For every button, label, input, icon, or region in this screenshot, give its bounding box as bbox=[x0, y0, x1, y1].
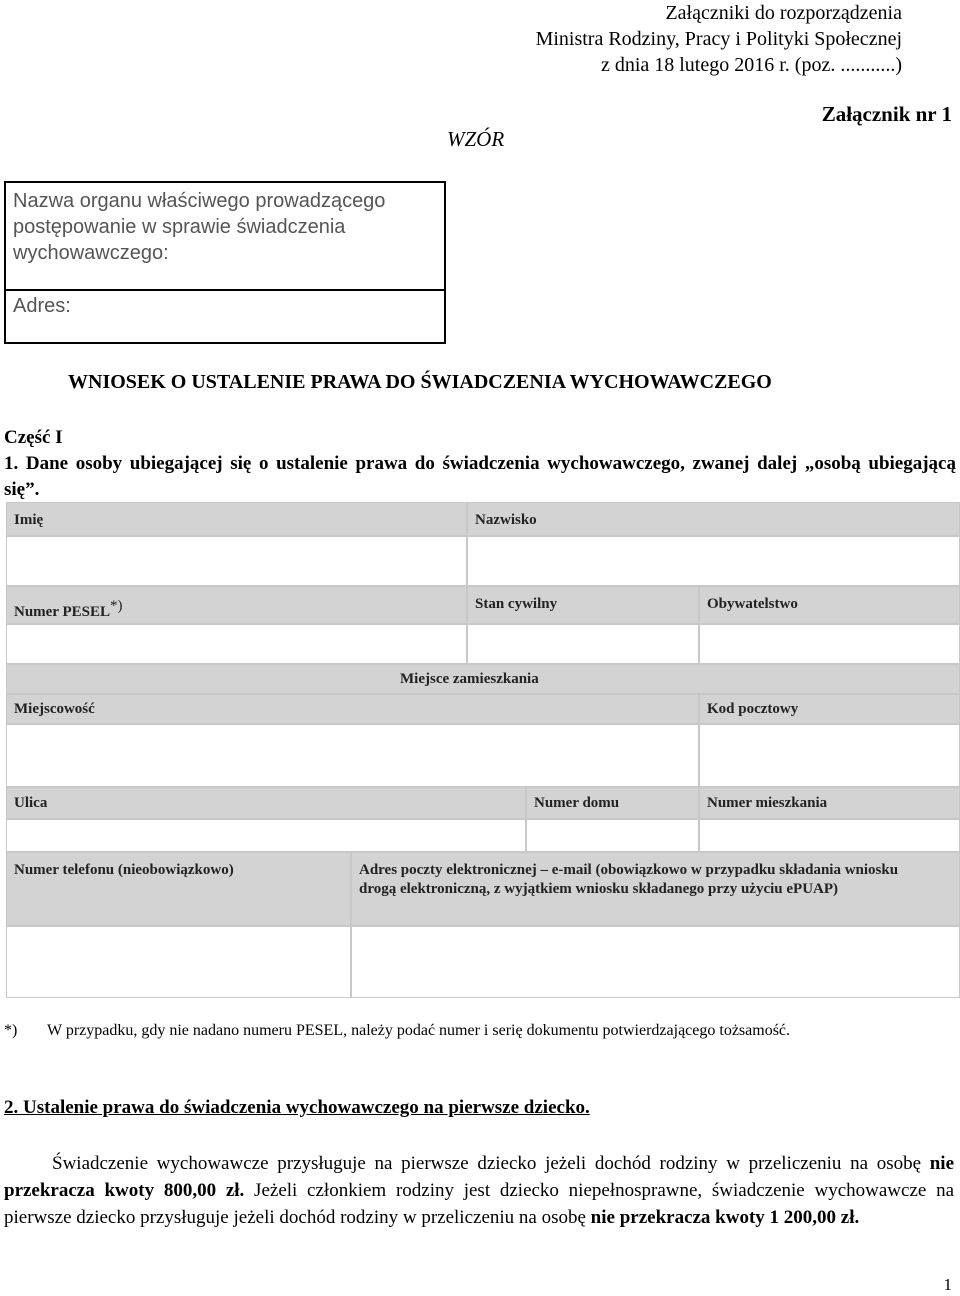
house-number-label: Numer domu bbox=[526, 787, 699, 819]
last-name-input[interactable] bbox=[467, 536, 960, 586]
marital-status-input[interactable] bbox=[467, 624, 699, 664]
residence-header: Miejsce zamieszkania bbox=[6, 664, 960, 694]
applicant-form bbox=[6, 502, 960, 998]
citizenship-label: Obywatelstwo bbox=[699, 586, 960, 624]
street-input[interactable] bbox=[6, 819, 526, 852]
email-input[interactable] bbox=[351, 926, 960, 998]
postal-code-label: Kod pocztowy bbox=[699, 694, 960, 724]
header-line-3: z dnia 18 lutego 2016 r. (poz. ...........) bbox=[600, 54, 902, 76]
section-2-heading: 2. Ustalenie prawa do świadczenia wychowawczego na pierwsze dziecko. bbox=[4, 1097, 590, 1118]
street-label: Ulica bbox=[6, 787, 526, 819]
paragraph-bold-1: nie przekracza kwoty 800,00 zł. bbox=[4, 1153, 954, 1201]
part-heading: Część I bbox=[4, 427, 63, 448]
application-title: WNIOSEK O USTALENIE PRAWA DO ŚWIADCZENIA WYCHOWAWCZEGO bbox=[68, 371, 772, 393]
email-label: Adres poczty elektronicznej – e-mail (obowiązkowo w przypadku składania wniosku drogą elektroniczną, z wyjątkiem wniosku składanego przy użyciu ePUAP) bbox=[351, 852, 960, 926]
footnote-text: W przypadku, gdy nie nadano numeru PESEL, należy podać numer i serię dokumentu potwierdzającego tożsamość. bbox=[47, 1022, 791, 1039]
annex-label: Załącznik nr 1 bbox=[821, 102, 952, 126]
paragraph-text-2: Jeżeli członkiem rodziny jest dziecko niepełnosprawne, świadczenie wychowawcze na pierwsze dziecko przysługuje jeżeli dochód rodziny w przeliczeniu na osobę bbox=[4, 1180, 954, 1228]
phone-input[interactable] bbox=[6, 926, 351, 998]
pesel-label-text: Numer PESEL bbox=[14, 604, 110, 620]
phone-label: Numer telefonu (nieobowiązkowo) bbox=[6, 852, 351, 926]
organ-box bbox=[4, 181, 446, 344]
apartment-number-input[interactable] bbox=[699, 819, 960, 852]
house-number-input[interactable] bbox=[526, 819, 699, 852]
page-number: 1 bbox=[943, 1275, 952, 1294]
citizenship-input[interactable] bbox=[699, 624, 960, 664]
last-name-label: Nazwisko bbox=[467, 502, 960, 536]
first-name-input[interactable] bbox=[6, 536, 467, 586]
marital-status-label: Stan cywilny bbox=[467, 586, 699, 624]
locality-label: Miejscowość bbox=[6, 694, 699, 724]
pesel-input[interactable] bbox=[6, 624, 467, 664]
section-1-heading: 1. Dane osoby ubiegającej się o ustalenie prawa do świadczenia wychowawczego, zwanej dalej „osobą ubiegającą się”. bbox=[4, 453, 956, 500]
footnote-mark: *) bbox=[4, 1022, 18, 1039]
first-name-label: Imię bbox=[6, 502, 467, 536]
paragraph-bold-2: nie przekracza kwoty 1 200,00 zł. bbox=[590, 1207, 860, 1228]
organ-divider bbox=[6, 289, 444, 291]
regulation-header bbox=[536, 0, 902, 78]
template-label: WZÓR bbox=[447, 127, 505, 151]
header-line-1: Załączniki do rozporządzenia bbox=[665, 2, 902, 24]
pesel-footnote-mark: *) bbox=[109, 598, 123, 614]
pesel-footnote bbox=[4, 1022, 790, 1040]
eligibility-paragraph bbox=[4, 1150, 954, 1231]
apartment-number-label: Numer mieszkania bbox=[699, 787, 960, 819]
paragraph-text-1: Świadczenie wychowawcze przysługuje na pierwsze dziecko jeżeli dochód rodziny w przeliczeniu na osobę bbox=[52, 1153, 930, 1174]
organ-name-label[interactable]: Nazwa organu właściwego prowadzącego postępowanie w sprawie świadczenia wychowawczego: bbox=[13, 190, 386, 264]
postal-code-input[interactable] bbox=[699, 724, 960, 787]
locality-input[interactable] bbox=[6, 724, 699, 787]
organ-address-label[interactable]: Adres: bbox=[13, 295, 71, 317]
header-line-2: Ministra Rodziny, Pracy i Polityki Społecznej bbox=[535, 28, 902, 50]
pesel-label bbox=[6, 586, 467, 624]
